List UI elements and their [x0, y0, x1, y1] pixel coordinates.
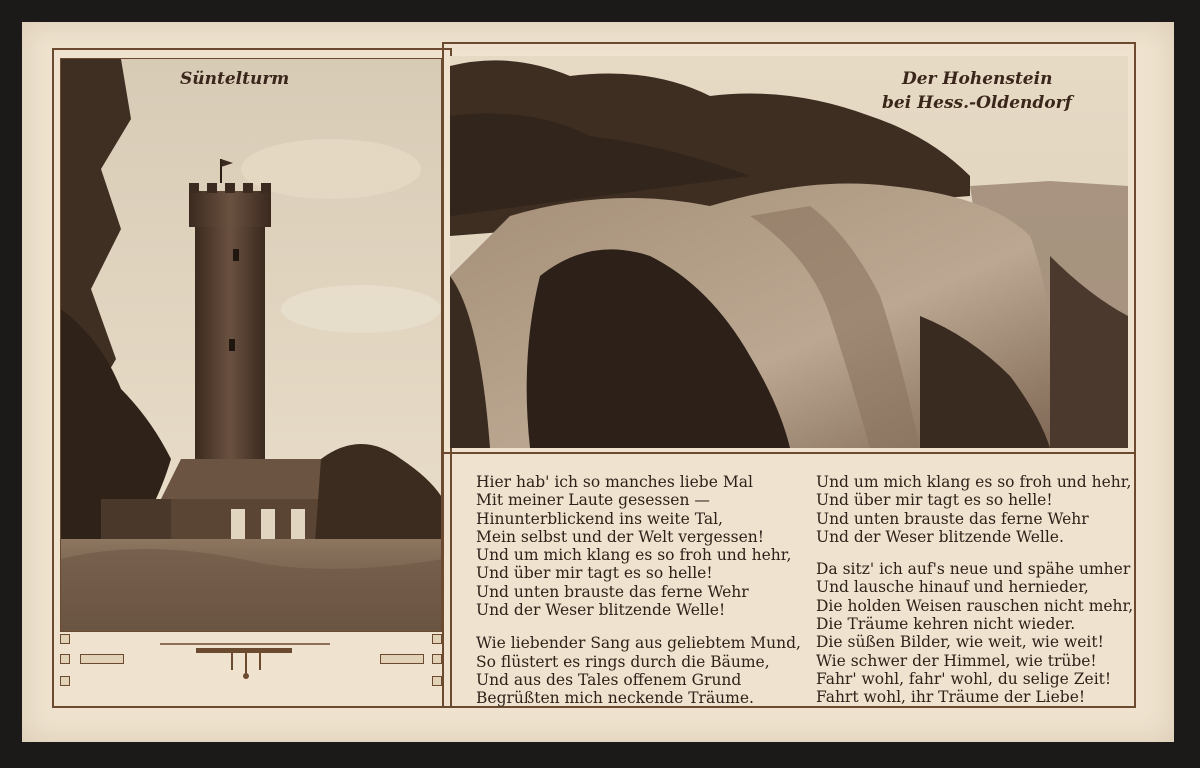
- ornament-bar: [380, 654, 424, 664]
- hohenstein-photo: [450, 56, 1128, 448]
- decorative-band: [60, 634, 442, 704]
- corner-square-icon: [432, 634, 442, 644]
- corner-square-icon: [60, 676, 70, 686]
- hohenstein-caption-line1: Der Hohenstein: [902, 69, 1053, 89]
- poem-line: So flüstert es rings durch die Bäume,: [476, 652, 770, 671]
- corner-square-icon: [60, 634, 70, 644]
- poem-line: Und aus des Tales offenem Grund: [476, 670, 742, 689]
- poem-line: Und der Weser blitzende Welle.: [816, 527, 1064, 546]
- ornament-bar: [80, 654, 124, 664]
- poem-line: Wie liebender Sang aus geliebtem Mund,: [476, 634, 801, 653]
- pendant-ornament-icon: [160, 640, 330, 680]
- tower-illustration: [61, 59, 442, 632]
- poem-line: Begrüßten mich neckende Träume.: [476, 689, 754, 708]
- cliff-illustration: [450, 56, 1128, 448]
- poem-line: Die süßen Bilder, wie weit, wie weit!: [816, 633, 1104, 652]
- poem-line: Die Träume kehren nicht wieder.: [816, 615, 1076, 634]
- corner-square-icon: [432, 654, 442, 664]
- poem-line: Und lausche hinauf und hernieder,: [816, 578, 1089, 597]
- poem-line: Und um mich klang es so froh und hehr,: [476, 546, 792, 565]
- poem-line: Wie schwer der Himmel, wie trübe!: [816, 651, 1097, 670]
- poem-line: Und über mir tagt es so helle!: [816, 491, 1053, 510]
- poem-line: Fahr' wohl, fahr' wohl, du selige Zeit!: [816, 669, 1112, 688]
- poem-line: Und über mir tagt es so helle!: [476, 564, 713, 583]
- poem-line: Und unten brauste das ferne Wehr: [816, 509, 1089, 528]
- poem-line: Die holden Weisen rauschen nicht mehr,: [816, 596, 1134, 615]
- poem-line: Und der Weser blitzende Welle!: [476, 601, 726, 620]
- postcard: [22, 22, 1174, 742]
- corner-square-icon: [432, 676, 442, 686]
- poem-line: Da sitz' ich auf's neue und spähe umher: [816, 560, 1131, 579]
- poem-line: Und unten brauste das ferne Wehr: [476, 582, 749, 601]
- poem-line: Mit meiner Laute gesessen —: [476, 491, 710, 510]
- poem-line: Hinunterblickend ins weite Tal,: [476, 509, 723, 528]
- poem-line: Und um mich klang es so froh und hehr,: [816, 473, 1132, 491]
- poem-left-column: [476, 473, 801, 708]
- hohenstein-caption-line2: bei Hess.-Oldendorf: [882, 93, 1072, 113]
- poem-line: Fahrt wohl, ihr Träume der Liebe!: [816, 688, 1086, 707]
- suentelturm-photo: [60, 58, 442, 632]
- poem-line: Hier hab' ich so manches liebe Mal: [476, 473, 753, 491]
- corner-square-icon: [60, 654, 70, 664]
- poem-right-column: [816, 473, 1133, 707]
- poem-line: Mein selbst und der Welt vergessen!: [476, 527, 764, 546]
- suentelturm-caption: Süntelturm: [180, 69, 290, 89]
